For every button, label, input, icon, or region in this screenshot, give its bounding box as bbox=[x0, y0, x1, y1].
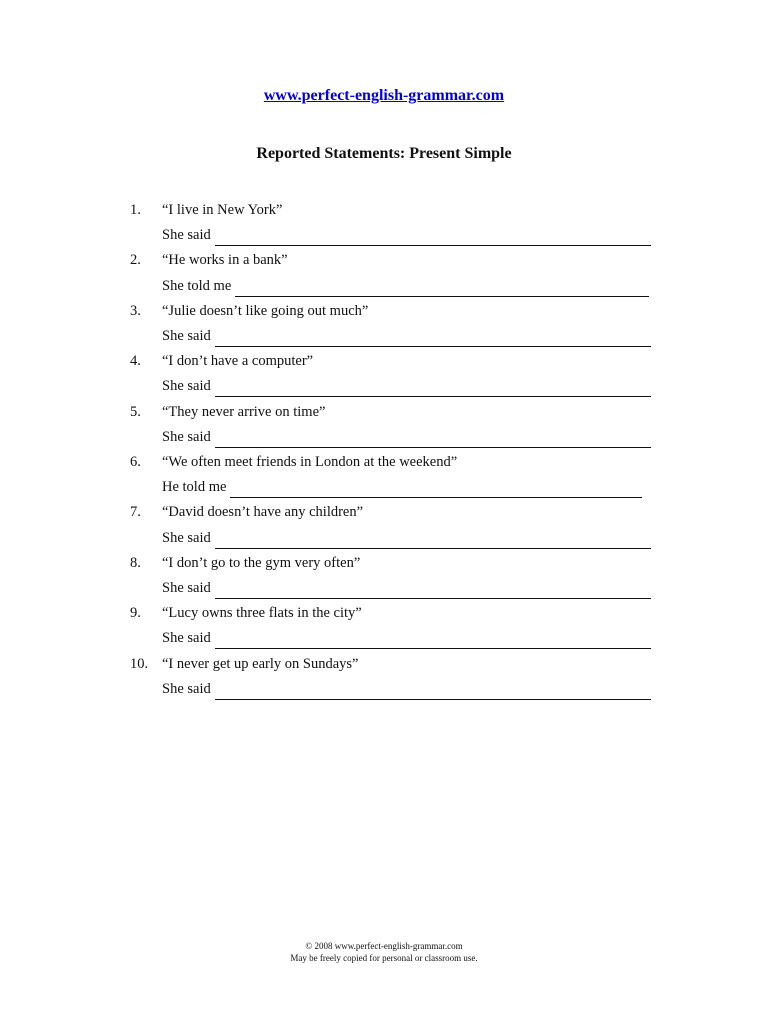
prompt-row bbox=[130, 400, 670, 425]
answer-field[interactable] bbox=[215, 229, 651, 246]
answer-lead: She said bbox=[162, 378, 211, 395]
prompt-row bbox=[130, 198, 670, 223]
item-number: 1. bbox=[130, 202, 141, 218]
answer-lead: She said bbox=[162, 428, 211, 445]
item-number: 7. bbox=[130, 504, 141, 521]
site-link[interactable]: www.perfect-english-grammar.com bbox=[263, 87, 505, 104]
exercise-item bbox=[130, 299, 670, 349]
copyright-line: © 2008 www.perfect-english-grammar.com bbox=[305, 941, 463, 951]
answer-row bbox=[130, 626, 670, 651]
exercise-item bbox=[130, 500, 670, 550]
answer-row bbox=[130, 526, 670, 551]
answer-lead: She said bbox=[162, 580, 211, 597]
answer-lead: She told me bbox=[162, 277, 232, 294]
exercise-item bbox=[130, 198, 670, 248]
answer-field[interactable] bbox=[215, 330, 651, 347]
page-title: Reported Statements: Present Simple bbox=[256, 145, 512, 162]
item-number: 3. bbox=[130, 302, 141, 319]
answer-lead: She said bbox=[162, 529, 211, 546]
item-prompt: “I live in New York” bbox=[162, 202, 283, 218]
item-prompt: “David doesn’t have any children” bbox=[162, 504, 364, 521]
answer-row bbox=[130, 324, 670, 349]
answer-row bbox=[130, 223, 670, 248]
answer-row bbox=[130, 374, 670, 399]
item-number: 8. bbox=[130, 554, 141, 571]
item-prompt: “They never arrive on time” bbox=[162, 403, 326, 420]
exercise-item bbox=[130, 551, 670, 601]
exercise-item bbox=[130, 450, 670, 500]
prompt-row bbox=[130, 349, 670, 374]
answer-lead: She said bbox=[162, 630, 211, 647]
prompt-row bbox=[130, 551, 670, 576]
exercise-list bbox=[130, 198, 670, 702]
exercise-item bbox=[130, 652, 670, 702]
answer-field[interactable] bbox=[215, 683, 651, 700]
item-prompt: “I don’t have a computer” bbox=[162, 353, 314, 370]
item-number: 9. bbox=[130, 605, 141, 622]
page-footer bbox=[0, 940, 768, 964]
item-number: 2. bbox=[130, 252, 141, 269]
item-number: 10. bbox=[130, 655, 149, 672]
item-number: 4. bbox=[130, 353, 141, 370]
item-prompt: “We often meet friends in London at the weekend” bbox=[162, 454, 458, 471]
answer-row bbox=[130, 425, 670, 450]
item-number: 5. bbox=[130, 403, 141, 420]
prompt-row bbox=[130, 450, 670, 475]
answer-field[interactable] bbox=[230, 481, 642, 498]
item-prompt: “Julie doesn’t like going out much” bbox=[162, 302, 369, 319]
exercise-item bbox=[130, 601, 670, 651]
answer-row bbox=[130, 475, 670, 500]
answer-field[interactable] bbox=[215, 532, 651, 549]
item-number: 6. bbox=[130, 454, 141, 471]
prompt-row bbox=[130, 652, 670, 677]
exercise-item bbox=[130, 400, 670, 450]
item-prompt: “He works in a bank” bbox=[162, 252, 288, 269]
answer-field[interactable] bbox=[215, 582, 651, 599]
prompt-row bbox=[130, 248, 670, 273]
answer-lead: She said bbox=[162, 227, 211, 244]
answer-field[interactable] bbox=[215, 632, 651, 649]
exercise-item bbox=[130, 248, 670, 298]
item-prompt: “I don’t go to the gym very often” bbox=[162, 554, 361, 571]
answer-field[interactable] bbox=[215, 431, 651, 448]
answer-lead: He told me bbox=[162, 479, 227, 496]
answer-lead: She said bbox=[162, 680, 211, 697]
answer-row bbox=[130, 576, 670, 601]
answer-row bbox=[130, 274, 670, 299]
usage-notice: May be freely copied for personal or classroom use. bbox=[290, 953, 478, 963]
exercise-item bbox=[130, 349, 670, 399]
prompt-row bbox=[130, 500, 670, 525]
answer-field[interactable] bbox=[235, 280, 649, 297]
item-prompt: “I never get up early on Sundays” bbox=[162, 655, 359, 672]
answer-field[interactable] bbox=[215, 380, 651, 397]
prompt-row bbox=[130, 601, 670, 626]
item-prompt: “Lucy owns three flats in the city” bbox=[162, 605, 362, 622]
prompt-row bbox=[130, 299, 670, 324]
answer-lead: She said bbox=[162, 328, 211, 345]
answer-row bbox=[130, 677, 670, 702]
